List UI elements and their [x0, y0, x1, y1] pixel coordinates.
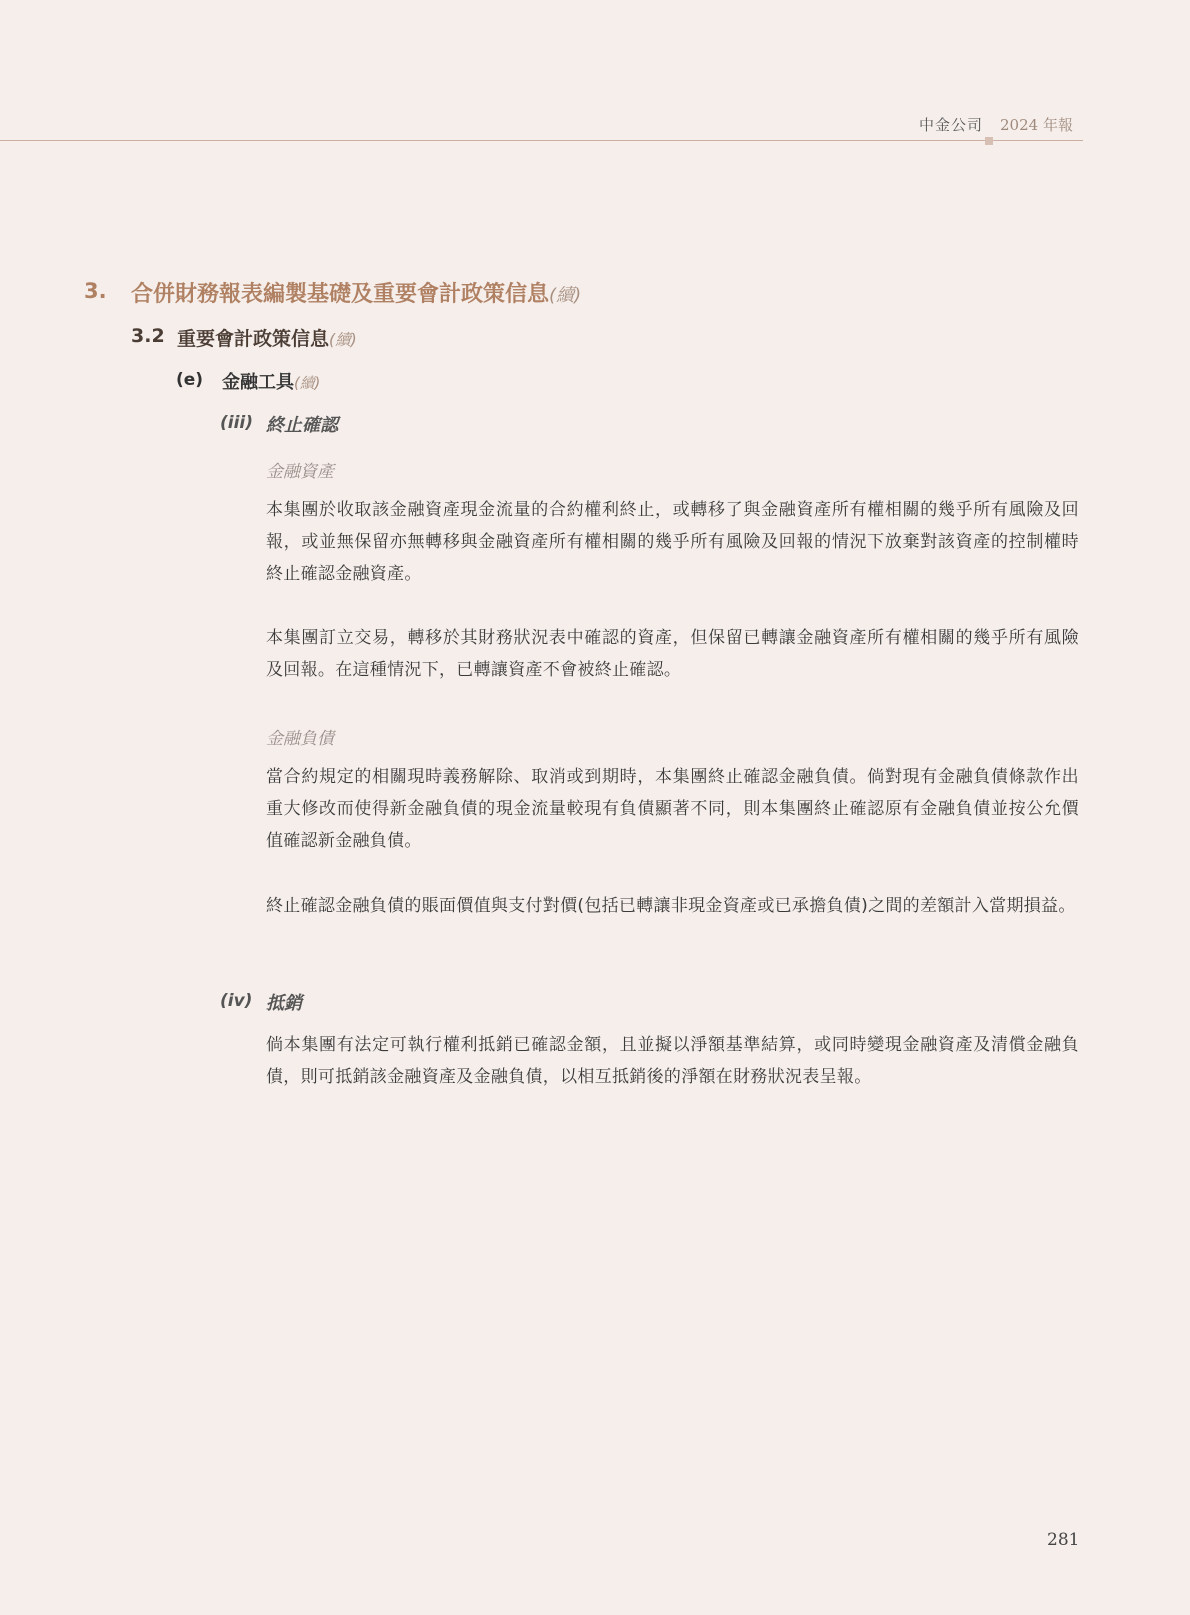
item-number: (e) [176, 370, 204, 390]
subsection-title-text: 重要會計政策信息 [177, 328, 330, 350]
header-company: 中金公司 [919, 116, 984, 134]
section-continued: (續) [549, 285, 582, 306]
derecognition-title: 終止確認 [266, 415, 338, 436]
subsection-title [177, 324, 357, 351]
section-title [131, 277, 581, 308]
item-title [222, 368, 320, 394]
offsetting-title: 抵銷 [266, 993, 302, 1014]
section-number: 3. [84, 279, 107, 303]
subsection-number: 3.2 [131, 325, 165, 347]
assets-paragraph-1: 本集團於收取該金融資產現金流量的合約權利終止，或轉移了與金融資產所有權相關的幾乎所有風險及回報，或並無保留亦無轉移與金融資產所有權相關的幾乎所有風險及回報的情況下放棄對該資產的控制權時終止確認金融資產。 [266, 500, 1079, 584]
liabilities-paragraph-1: 當合約規定的相關現時義務解除、取消或到期時，本集團終止確認金融負債。倘對現有金融負債條款作出重大修改而使得新金融負債的現金流量較現有負債顯著不同，則本集團終止確認原有金融負債並按公允價值確認新金融負債。 [266, 767, 1079, 851]
header-year: 2024 年報 [1000, 116, 1073, 134]
section-title-text: 合併財務報表編製基礎及重要會計政策信息 [131, 282, 550, 307]
assets-heading: 金融資產 [266, 462, 334, 482]
header-rule [0, 140, 1083, 141]
assets-paragraph-2: 本集團訂立交易，轉移於其財務狀況表中確認的資產，但保留已轉讓金融資產所有權相關的幾乎所有風險及回報。在這種情況下，已轉讓資產不會被終止確認。 [266, 628, 1079, 680]
subsection-continued: (續) [329, 331, 357, 349]
item-continued: (續) [294, 375, 321, 392]
header-marker [985, 137, 993, 145]
derecognition-number: (iii) [220, 413, 254, 433]
offsetting-number: (iv) [220, 991, 253, 1011]
liabilities-heading: 金融負債 [266, 729, 334, 749]
liabilities-paragraph-2: 終止確認金融負債的賬面價值與支付對價(包括已轉讓非現金資產或已承擔負債)之間的差額計入當期損益。 [266, 896, 1076, 916]
offsetting-paragraph: 倘本集團有法定可執行權利抵銷已確認金額，且並擬以淨額基準結算，或同時變現金融資產及清償金融負債，則可抵銷該金融資產及金融負債，以相互抵銷後的淨額在財務狀況表呈報。 [266, 1035, 1079, 1087]
item-title-text: 金融工具 [222, 372, 294, 393]
page-number: 281 [1047, 1530, 1080, 1550]
